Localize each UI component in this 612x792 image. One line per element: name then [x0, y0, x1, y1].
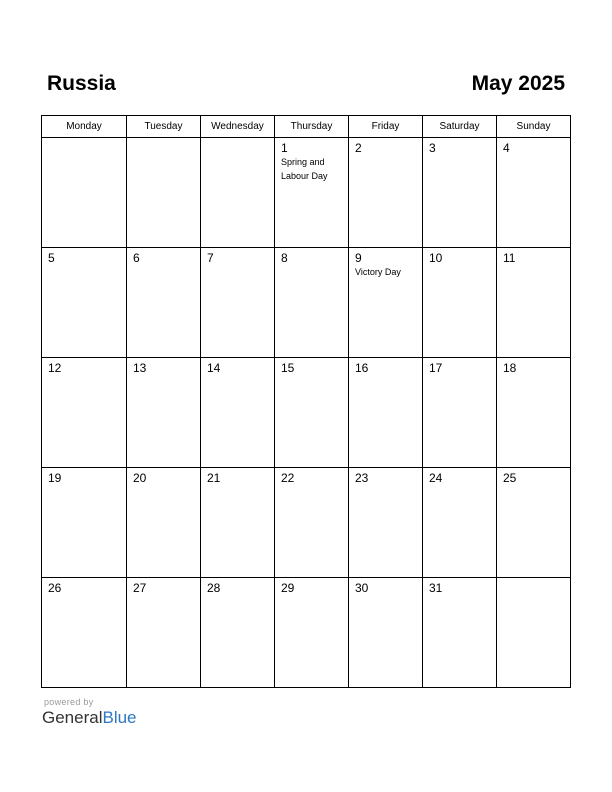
day-cell — [349, 358, 423, 468]
day-number: 20 — [133, 471, 147, 485]
weekday-thursday: Thursday — [275, 116, 349, 138]
day-number: 12 — [48, 361, 62, 375]
day-number: 14 — [207, 361, 221, 375]
day-cell — [127, 578, 201, 688]
day-cell — [423, 468, 497, 578]
day-cell — [201, 138, 275, 248]
day-number: 27 — [133, 581, 147, 595]
day-number: 26 — [48, 581, 62, 595]
day-number — [42, 138, 126, 155]
day-number: 4 — [503, 141, 510, 155]
day-number: 1 — [281, 141, 288, 155]
day-cell — [497, 468, 571, 578]
week-row — [42, 138, 571, 248]
weekday-wednesday: Wednesday — [201, 116, 275, 138]
day-number: 8 — [281, 251, 288, 265]
day-number: 11 — [503, 251, 516, 265]
day-cell — [423, 248, 497, 358]
day-cell — [423, 138, 497, 248]
brand-blue: Blue — [102, 708, 137, 727]
day-cell — [349, 468, 423, 578]
brand-logo — [42, 708, 137, 728]
month-year-title: May 2025 — [471, 72, 565, 95]
day-cell — [42, 358, 127, 468]
day-number — [201, 138, 274, 155]
weekday-tuesday: Tuesday — [127, 116, 201, 138]
day-cell — [127, 468, 201, 578]
day-number: 5 — [48, 251, 55, 265]
day-number: 6 — [133, 251, 140, 265]
day-number: 22 — [281, 471, 295, 485]
day-number: 3 — [429, 141, 436, 155]
day-number: 9 — [355, 251, 362, 265]
day-cell — [497, 578, 571, 688]
weekday-friday: Friday — [349, 116, 423, 138]
day-cell — [42, 578, 127, 688]
week-row — [42, 248, 571, 358]
day-cell — [349, 578, 423, 688]
powered-by-text: powered by — [44, 697, 94, 707]
holiday-label: Spring and Labour Day — [281, 157, 328, 181]
day-number: 30 — [355, 581, 369, 595]
day-cell — [275, 248, 349, 358]
day-number: 23 — [355, 471, 369, 485]
day-number: 15 — [281, 361, 295, 375]
day-number: 19 — [48, 471, 62, 485]
day-number: 29 — [281, 581, 295, 595]
week-row — [42, 578, 571, 688]
brand-general: General — [42, 708, 103, 727]
week-row — [42, 468, 571, 578]
day-cell — [497, 248, 571, 358]
day-number: 10 — [429, 251, 443, 265]
day-cell — [275, 138, 349, 248]
day-number — [497, 578, 570, 595]
day-cell — [201, 468, 275, 578]
calendar-grid — [41, 115, 571, 688]
day-cell — [423, 358, 497, 468]
day-cell — [42, 248, 127, 358]
day-cell — [42, 468, 127, 578]
day-number — [127, 138, 200, 155]
day-cell — [497, 358, 571, 468]
day-number: 31 — [429, 581, 443, 595]
day-number: 24 — [429, 471, 443, 485]
day-cell — [42, 138, 127, 248]
day-number: 25 — [503, 471, 517, 485]
day-number: 13 — [133, 361, 147, 375]
weekday-sunday: Sunday — [497, 116, 571, 138]
day-number: 21 — [207, 471, 221, 485]
day-cell — [127, 138, 201, 248]
day-cell — [201, 578, 275, 688]
day-cell — [275, 468, 349, 578]
day-cell — [423, 578, 497, 688]
weekday-header-row — [42, 116, 571, 138]
day-number: 17 — [429, 361, 443, 375]
day-number: 2 — [355, 141, 362, 155]
country-title: Russia — [47, 72, 116, 95]
day-cell — [275, 578, 349, 688]
day-number: 16 — [355, 361, 369, 375]
day-cell — [201, 248, 275, 358]
day-cell — [275, 358, 349, 468]
holiday-label: Victory Day — [355, 267, 401, 277]
week-row — [42, 358, 571, 468]
weekday-saturday: Saturday — [423, 116, 497, 138]
day-number: 28 — [207, 581, 221, 595]
day-cell — [349, 248, 423, 358]
day-cell — [127, 358, 201, 468]
day-number: 7 — [207, 251, 214, 265]
weekday-monday: Monday — [42, 116, 127, 138]
day-number: 18 — [503, 361, 517, 375]
day-cell — [127, 248, 201, 358]
day-cell — [497, 138, 571, 248]
day-cell — [349, 138, 423, 248]
day-cell — [201, 358, 275, 468]
